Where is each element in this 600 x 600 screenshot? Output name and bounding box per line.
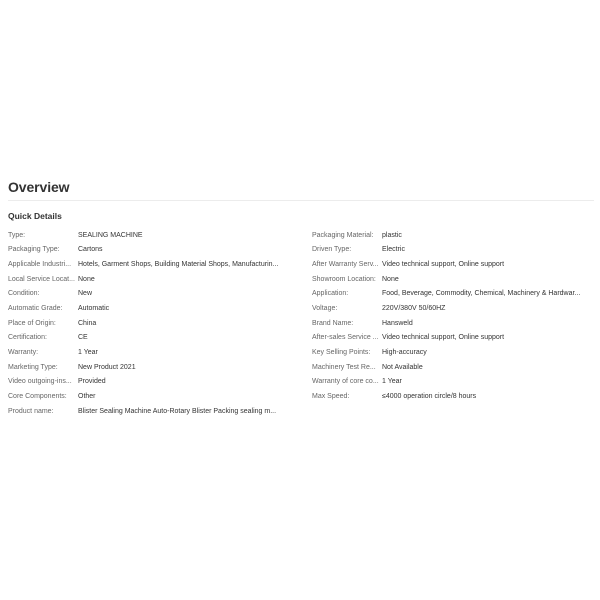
detail-label: Local Service Locat... — [8, 275, 75, 283]
detail-value: New Product 2021 — [78, 363, 136, 371]
detail-label: Product name: — [8, 407, 54, 415]
detail-value: SEALING MACHINE — [78, 231, 143, 239]
detail-row — [8, 404, 288, 419]
detail-value: Food, Beverage, Commodity, Chemical, Machinery & Hardwar... — [382, 290, 581, 298]
detail-row — [312, 301, 592, 316]
detail-value: Blister Sealing Machine Auto-Rotary Blister Packing sealing m... — [78, 407, 277, 415]
detail-row — [8, 257, 288, 272]
detail-row — [312, 389, 592, 404]
quick-details-left-column — [8, 228, 288, 418]
detail-label: Condition: — [8, 290, 40, 298]
detail-label: Driven Type: — [312, 246, 352, 254]
detail-label: Packaging Material: — [312, 231, 374, 239]
detail-label: Voltage: — [312, 305, 338, 313]
detail-value: plastic — [382, 231, 402, 239]
detail-label: Applicable Industri... — [8, 261, 72, 269]
detail-row — [8, 360, 288, 375]
detail-row — [312, 272, 592, 287]
detail-value: None — [382, 275, 399, 283]
detail-value: 1 Year — [78, 348, 98, 356]
detail-row — [312, 287, 592, 302]
detail-label: Key Selling Points: — [312, 348, 371, 356]
detail-label: Core Components: — [8, 392, 67, 400]
detail-value: High-accuracy — [382, 348, 427, 356]
detail-row — [8, 345, 288, 360]
detail-label: After-sales Service ... — [312, 334, 379, 342]
detail-label: Type: — [8, 231, 26, 239]
detail-value: Hotels, Garment Shops, Building Material Shops, Manufacturin... — [78, 261, 279, 269]
detail-row — [8, 287, 288, 302]
detail-label: Video outgoing-ins... — [8, 378, 72, 386]
detail-row — [8, 374, 288, 389]
detail-row — [8, 389, 288, 404]
detail-value: Cartons — [78, 246, 103, 254]
detail-row — [8, 316, 288, 331]
detail-value: Not Available — [382, 363, 423, 371]
detail-label: Machinery Test Re... — [312, 363, 376, 371]
detail-label: Place of Origin: — [8, 319, 56, 327]
detail-label: Marketing Type: — [8, 363, 58, 371]
detail-label: Application: — [312, 290, 349, 298]
detail-value: Electric — [382, 246, 405, 254]
detail-label: Automatic Grade: — [8, 305, 63, 313]
detail-row — [8, 330, 288, 345]
quick-details-right-column — [312, 228, 592, 404]
detail-value: Video technical support, Online support — [382, 261, 505, 269]
detail-label: After Warranty Serv... — [312, 261, 379, 269]
detail-label: Warranty: — [8, 348, 39, 356]
detail-value: Provided — [78, 378, 106, 386]
detail-value: Other — [78, 392, 96, 400]
detail-row — [8, 301, 288, 316]
detail-label: Warranty of core co... — [312, 378, 379, 386]
detail-row — [312, 345, 592, 360]
detail-row — [8, 272, 288, 287]
detail-value: New — [78, 290, 93, 298]
detail-value: None — [78, 275, 95, 283]
detail-value: China — [78, 319, 97, 327]
detail-value: ≤4000 operation circle/8 hours — [382, 392, 477, 400]
overview-title: Overview — [8, 179, 70, 195]
detail-value: CE — [78, 334, 88, 342]
detail-row — [312, 374, 592, 389]
detail-row — [8, 243, 288, 258]
detail-value: Hansweld — [382, 319, 413, 327]
detail-row — [312, 330, 592, 345]
detail-label: Brand Name: — [312, 319, 354, 327]
detail-label: Packaging Type: — [8, 246, 60, 254]
detail-value: Video technical support, Online support — [382, 334, 505, 342]
overview-divider — [8, 200, 594, 201]
detail-label: Showroom Location: — [312, 275, 376, 283]
quick-details-title: Quick Details — [8, 211, 62, 221]
detail-row — [312, 243, 592, 258]
detail-value: 1 Year — [382, 378, 402, 386]
detail-label: Max Speed: — [312, 392, 350, 400]
detail-row — [8, 228, 288, 243]
detail-row — [312, 316, 592, 331]
detail-row — [312, 257, 592, 272]
detail-label: Certification: — [8, 334, 47, 342]
detail-value: 220V/380V 50/60HZ — [382, 305, 446, 313]
detail-row — [312, 360, 592, 375]
detail-value: Automatic — [78, 305, 110, 313]
detail-row — [312, 228, 592, 243]
